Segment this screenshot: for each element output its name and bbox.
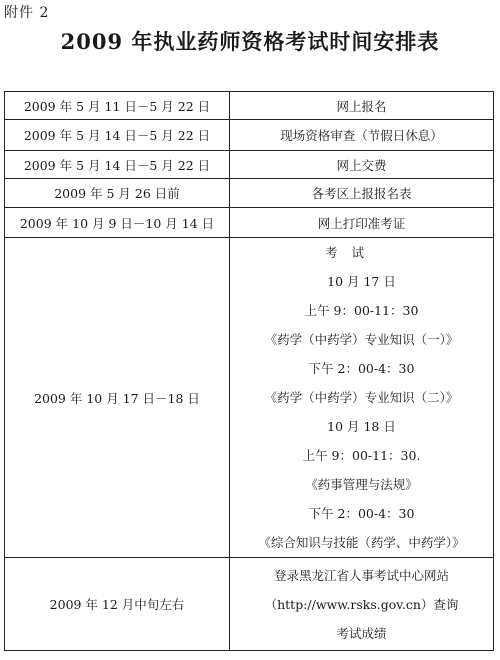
table-row: [5, 92, 494, 120]
exam-row: [5, 238, 494, 558]
item-cell: 各考区上报报名表: [230, 179, 494, 208]
exam-subject: 《综合知识与技能（药学、中药学）》: [258, 535, 465, 550]
exam-subject: 《药学（中药学）专业知识（二）》: [264, 390, 459, 405]
exam-day-2: 10 月 18 日: [327, 419, 396, 434]
results-date-cell: 2009 年 12 月中旬左右: [5, 558, 230, 651]
exam-detail-cell: [230, 238, 494, 558]
attachment-label: 附件 2: [4, 5, 50, 21]
exam-subject: 《药事管理与法规》: [305, 477, 418, 492]
results-line: 登录黑龙江省人事考试中心网站: [273, 567, 449, 583]
date-cell: 2009 年 5 月 11 日－5 月 22 日: [5, 92, 230, 120]
exam-time: 下午 2：00-4：30: [308, 361, 415, 376]
item-cell: 现场资格审查（节假日休息）: [230, 120, 494, 151]
date-cell: 2009 年 5 月 14 日－5 月 22 日: [5, 151, 230, 179]
table-row: [5, 179, 494, 208]
exam-time: 上午 9：00-11：30: [304, 303, 419, 318]
date-cell: 2009 年 10 月 9 日－10 月 14 日: [5, 208, 230, 238]
exam-day-1: 10 月 17 日: [327, 274, 396, 289]
date-cell: 2009 年 5 月 14 日－5 月 22 日: [5, 120, 230, 151]
exam-time: 上午 9：00-11：30.: [302, 448, 421, 463]
exam-subject: 《药学（中药学）专业知识（一）》: [264, 332, 459, 347]
results-detail-cell: [230, 558, 494, 651]
table-row: [5, 208, 494, 238]
table-row: [5, 151, 494, 179]
results-url-line: （http://www.rsks.gov.cn）查询: [264, 596, 459, 612]
table-row: [5, 120, 494, 151]
exam-time: 下午 2：00-4：30: [308, 506, 415, 521]
item-cell: 网上打印准考证: [230, 208, 494, 238]
document-title: 2009 年执业药师资格考试时间安排表: [60, 29, 440, 54]
schedule-table: [4, 91, 494, 651]
exam-date-cell: 2009 年 10 月 17 日－18 日: [5, 238, 230, 558]
item-cell: 网上报名: [230, 92, 494, 120]
item-cell: 网上交费: [230, 151, 494, 179]
exam-heading: 考试: [324, 245, 378, 260]
date-cell: 2009 年 5 月 26 日前: [5, 179, 230, 208]
results-row: [5, 558, 494, 651]
results-line: 考试成绩: [336, 625, 387, 641]
